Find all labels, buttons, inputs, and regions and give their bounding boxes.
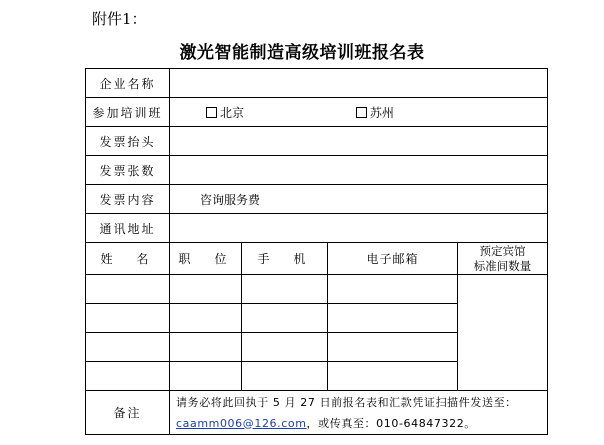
notes-line1: 请务必将此回执于 5 月 27 日前报名表和汇款凭证扫描件发送至： bbox=[176, 395, 517, 409]
invoice-content-label: 发票内容 bbox=[86, 185, 170, 214]
suzhou-label: 苏州 bbox=[369, 105, 394, 120]
email-link[interactable]: caamm006@126.com bbox=[176, 416, 307, 430]
notes-row bbox=[86, 391, 548, 435]
attendee-position-cell[interactable] bbox=[170, 275, 242, 304]
email-header: 电子邮箱 bbox=[328, 243, 458, 275]
beijing-option[interactable] bbox=[206, 104, 244, 121]
attendee-name-cell[interactable] bbox=[86, 362, 170, 391]
invoice-count-row bbox=[86, 156, 548, 185]
registration-form-table bbox=[85, 68, 548, 435]
class-options bbox=[170, 98, 548, 127]
attendee-phone-cell[interactable] bbox=[242, 333, 328, 362]
attendee-email-cell[interactable] bbox=[328, 304, 458, 333]
company-row bbox=[86, 69, 548, 98]
attendee-phone-cell[interactable] bbox=[242, 304, 328, 333]
invoice-content-value: 咨询服务费 bbox=[170, 185, 548, 214]
attendee-email-cell[interactable] bbox=[328, 362, 458, 391]
beijing-label: 北京 bbox=[220, 105, 245, 120]
attendee-position-cell[interactable] bbox=[170, 333, 242, 362]
hotel-rooms-cell[interactable] bbox=[458, 275, 548, 391]
attendee-name-cell[interactable] bbox=[86, 275, 170, 304]
notes-label: 备注 bbox=[86, 391, 170, 435]
notes-line2 bbox=[176, 413, 547, 434]
hotel-header bbox=[458, 243, 548, 275]
attendee-phone-cell[interactable] bbox=[242, 362, 328, 391]
attendee-name-cell[interactable] bbox=[86, 304, 170, 333]
address-row bbox=[86, 214, 548, 243]
attendee-position-cell[interactable] bbox=[170, 362, 242, 391]
invoice-title-row bbox=[86, 127, 548, 156]
form-title: 激光智能制造高级培训班报名表 bbox=[179, 43, 425, 63]
position-header: 职 位 bbox=[170, 243, 242, 275]
attendee-name-cell[interactable] bbox=[86, 333, 170, 362]
company-label: 企业名称 bbox=[86, 69, 170, 98]
attendee-row bbox=[86, 275, 548, 304]
suzhou-option[interactable] bbox=[356, 104, 394, 121]
attachment-label: 附件1： bbox=[92, 10, 147, 28]
attendee-phone-cell[interactable] bbox=[242, 275, 328, 304]
hotel-header-line2: 标准间数量 bbox=[473, 258, 532, 273]
notes-text bbox=[170, 391, 548, 435]
beijing-checkbox[interactable] bbox=[206, 107, 217, 118]
company-input[interactable] bbox=[170, 69, 548, 98]
attendee-email-cell[interactable] bbox=[328, 275, 458, 304]
name-header: 姓 名 bbox=[86, 243, 170, 275]
notes-line2-rest: ，或传真至：010-64847322。 bbox=[306, 416, 476, 430]
address-input[interactable] bbox=[170, 214, 548, 243]
invoice-count-input[interactable] bbox=[170, 156, 548, 185]
phone-header: 手 机 bbox=[242, 243, 328, 275]
address-label: 通讯地址 bbox=[86, 214, 170, 243]
class-row bbox=[86, 98, 548, 127]
attendee-email-cell[interactable] bbox=[328, 333, 458, 362]
invoice-count-label: 发票张数 bbox=[86, 156, 170, 185]
attendee-position-cell[interactable] bbox=[170, 304, 242, 333]
invoice-title-input[interactable] bbox=[170, 127, 548, 156]
invoice-title-label: 发票抬头 bbox=[86, 127, 170, 156]
suzhou-checkbox[interactable] bbox=[356, 107, 367, 118]
hotel-header-line1: 预定宾馆 bbox=[479, 243, 526, 258]
attendee-header-row bbox=[86, 243, 548, 275]
invoice-content-row bbox=[86, 185, 548, 214]
class-label: 参加培训班 bbox=[86, 98, 170, 127]
